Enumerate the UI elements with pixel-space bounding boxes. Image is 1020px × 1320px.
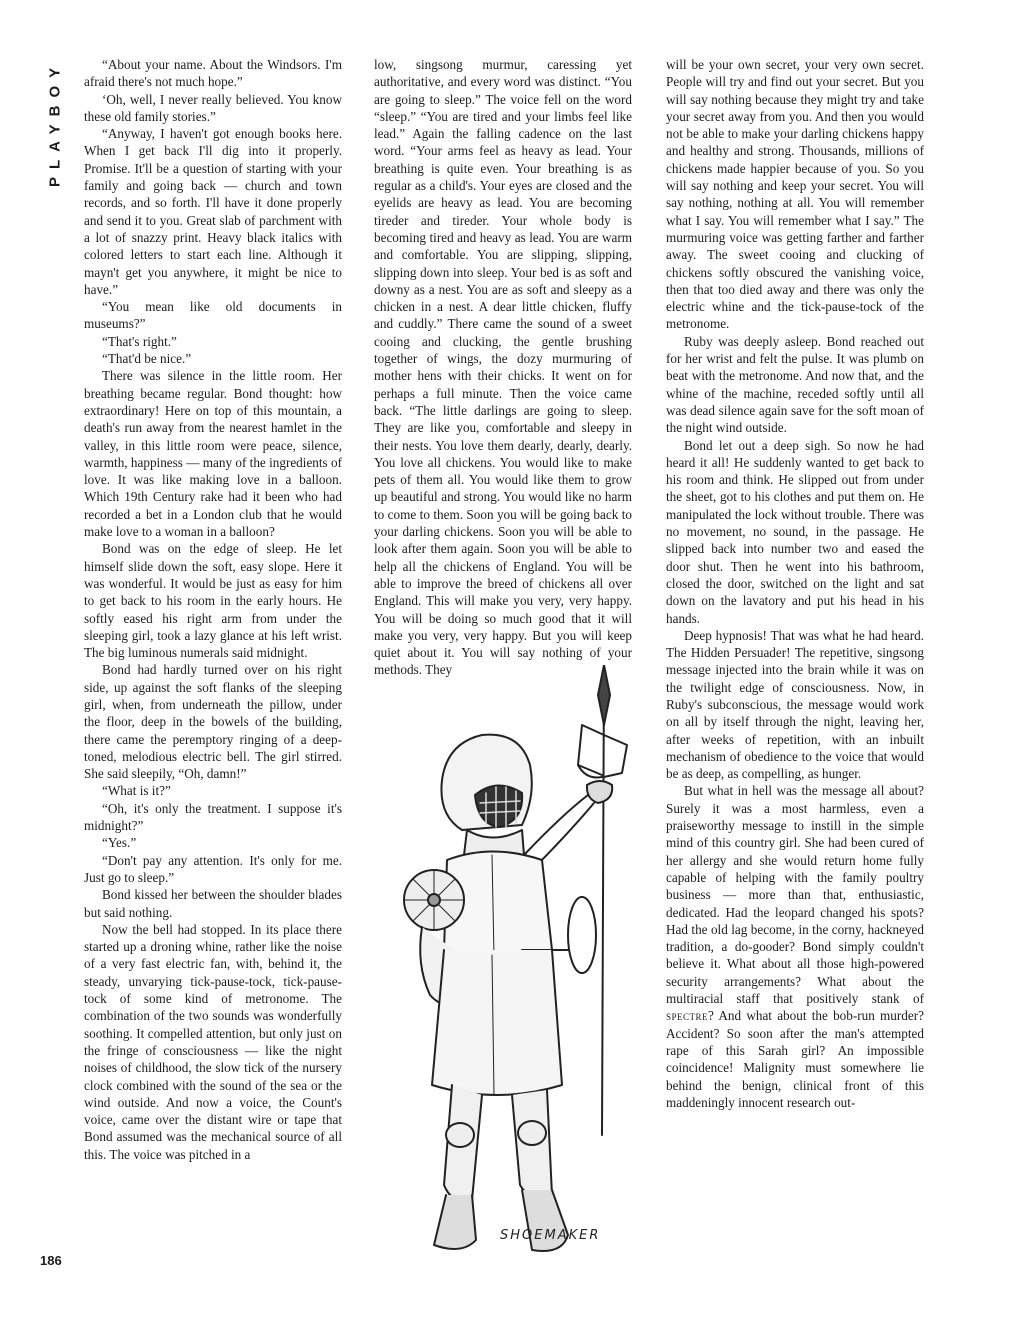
paragraph: will be your own secret, your very own secret. People will try and find out your secret. But you will say nothing because they might try and take your secret away from you. And then you would not be able to make your darling chickens happy and healthy and strong. Thousands, millions of chickens made happier because of you. So you will say nothing and keep your secret. You will say nothing, nothing at all. You will remember what I say. You will remember what I say.” The murmuring voice was getting farther and farther away. The sweet cooing and clucking of chickens softly obscured the vanishing voice, then that too died away and there was only the electric whine and the tick-pause-tock of the metronome. (666, 57, 924, 332)
paragraph: ‘Oh, well, I never really believed. You know these old family stories.” (84, 91, 342, 124)
paragraph: Bond kissed her between the shoulder blades but said nothing. (84, 887, 342, 920)
paragraph: “Don't pay any attention. It's only for me. Just go to sleep.” (84, 852, 342, 885)
paragraph: There was silence in the little room. Her breathing became regular. Bond thought: how extraordinary! Here on top of this mountain, a death's run away from the nearest hamlet in the valley, in this little room were peace, silence, warmth, happiness — many of the ingredients of love. It was like making love in a balloon. Which 19th Century rake had it been who had recorded a bet in a London club that he would make love to a woman in a balloon? (84, 368, 342, 540)
spectre-smallcaps: spectre (666, 1008, 709, 1024)
paragraph: “That'd be nice.” (102, 351, 192, 367)
paragraph: “About your name. About the Windsors. I'm afraid there's not much hope.” (84, 57, 342, 90)
article-column-1 (84, 56, 342, 1271)
article-column-2 (374, 56, 632, 678)
paragraph: “What is it?” (102, 783, 171, 799)
text-run: But what in hell was the message all about? Surely it was a most harmless, even a praiseworthy message to instill in the simple mind of this country girl. She had been cured of her allergy and she would return home fully capable of helping with the family poultry business — more than that, enthusiastic, dedicated. Had the leopard changed his spots? Had the old lag become, in the corny, hackneyed tradition, a do-gooder? Bond simply couldn't believe it. What about all those high-powered security arrangements? What about the multiracial staff that positively stank of (666, 783, 924, 1007)
paragraph: Bond had hardly turned over on his right side, up against the soft flanks of the sleeping girl, when, from underneath the pillow, under the floor, deep in the bowels of the building, there came the peremptory ringing of a deep-toned, melodious electric bell. The girl stirred. She said sleepily, “Oh, damn!” (84, 662, 342, 782)
paragraph: “Oh, it's only the treatment. I suppose it's midnight?” (84, 800, 342, 834)
paragraph: “You mean like old documents in museums?” (84, 299, 342, 332)
paragraph: Ruby was deeply asleep. Bond reached out for her wrist and felt the pulse. It was plumb on beat with the metronome. And now that, and the whine of the machine, receded softly until all was dead silence again save for the soft moan of the night wind outside. (666, 333, 924, 436)
magazine-masthead: PLAYBOY (46, 59, 64, 187)
paragraph: “Yes.” (102, 835, 137, 851)
knight-illustration (372, 665, 642, 1295)
paragraph: Now the bell had stopped. In its place there started up a droning whine, rather like the noise of a very fast electric fan, with, behind it, the steady, unvarying tick-pause-tock, tick-pause-tock of some kind of metronome. The combination of the two sounds was wonderfully soothing. It compelled attention, but only just on the fringe of consciousness — like the night noises of childhood, the slow tick of the nursery clock combined with the sound of the sea or the wind outside. And now a voice, the Count's voice, came over the distant wire or tape that Bond assumed was the mechanical source of all this. The voice was pitched in a (84, 921, 342, 1162)
knight-in-armor-icon (372, 665, 642, 1295)
paragraph: low, singsong murmur, caressing yet authoritative, and every word was distinct. “You are going to sleep.” The voice fell on the word “sleep.” “You are tired and your limbs feel like lead.” Again the falling cadence on the last word. “Your arms feel as heavy as lead. Your breathing is quite even. Your breathing is as regular as a child's. Your eyes are closed and the eyelids are heavy as lead. You are becoming tireder and tireder. Your whole body is becoming tired and heavy as lead. You are warm and comfortable. You are slipping, slipping, slipping down into sleep. Your bed is as soft and downy as a nest. You are as soft and sleepy as a chicken in a nest. A dear little chicken, fluffy and cuddly.” There came the sound of a sweet cooing and clucking, the gentle brushing together of wings, the dozy murmuring of mother hens with their chicks. It went on for perhaps a full minute. Then the voice came back. “The little darlings are going to sleep. They are like you, comfortable and sleepy in their nests. You love them dearly, dearly, dearly. You love all chickens. You would like to make pets of them all. You would like them to grow up beautiful and strong. You would like no harm to come to them. Soon you will be going back to your darling chickens. Soon you will be able to look after them again. Soon you will be able to help all the chickens of England. You will be able to improve the breed of chickens all over England. This will make you very, very happy. You will be doing so much good that it will make you very, very happy. But you will keep quiet about it. You will say nothing of your methods. They (374, 57, 632, 678)
paragraph: Bond let out a deep sigh. So now he had heard it all! He suddenly wanted to get back to his room and think. He slipped out from under the sheet, got to his clothes and put them on. He manipulated the lock without trouble. There was no movement, no sound, in the passage. He slipped back into number two and eased the door shut. Then he went into his bathroom, closed the door, switched on the light and sat down on the lavatory and put his head in his hands. (666, 437, 924, 626)
article-column-3 (666, 56, 924, 1271)
paragraph (666, 782, 924, 1111)
paragraph: “Anyway, I haven't got enough books here. When I get back I'll dig into it properly. Promise. It'll be a question of starting with your family and going back — church and town records, and so forth. I'll have it done properly and send it to you. Great slab of parchment with a lot of snazzy print. Heavy black italics with colored letters to start each line. Although it mayn't get you anywhere, it might be nice to have.” (84, 126, 342, 297)
paragraph: Deep hypnosis! That was what he had heard. The Hidden Persuader! The repetitive, singsong message injected into the brain while it was on the twilight edge of consciousness. Now, in Ruby's subconscious, the message would work on all by itself through the night, leaving her, after weeks of repetition, with an inbuilt mechanism of obedience to the voice that would be as deep, as compelling, as hunger. (666, 627, 924, 782)
page-number: 186 (40, 1253, 62, 1268)
artist-signature: SHOEMAKER (500, 1228, 601, 1243)
paragraph: “That's right.” (102, 333, 177, 349)
text-run: ? And what about the bob-run murder? Accident? So soon after the man's attempted rape of this Sarah girl? An impossible coincidence! Malignity must somewhere lie behind the benign, clinical front of this maddeningly innocent research out- (666, 1008, 924, 1110)
paragraph: Bond was on the edge of sleep. He let himself slide down the soft, easy slope. Here it was wonderful. It would be just as easy for him to get back to his room in the early hours. He softly eased his right arm from under the sleeping girl, took a lazy glance at his left wrist. The big luminous numerals said midnight. (84, 541, 342, 661)
